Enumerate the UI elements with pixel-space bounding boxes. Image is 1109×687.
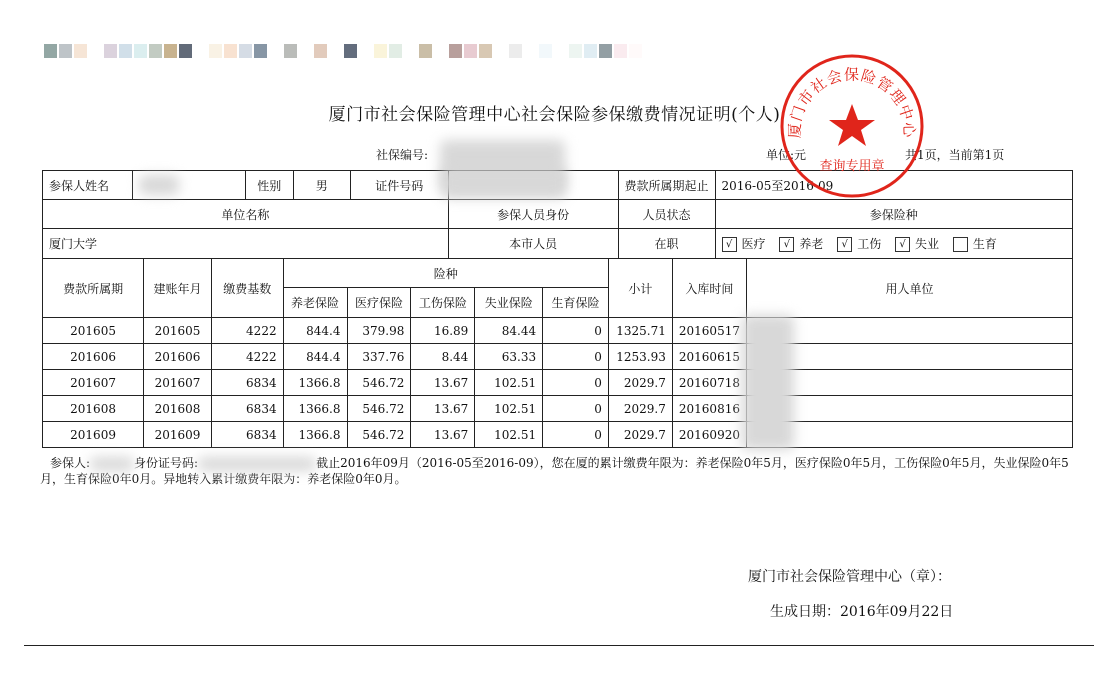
color-strip [44, 44, 642, 58]
table-row [43, 370, 1073, 396]
color-swatch [509, 44, 522, 58]
cell-subtotal: 1253.93 [608, 344, 672, 370]
color-swatch [629, 44, 642, 58]
cell-period: 201609 [43, 422, 144, 448]
cell-pension: 844.4 [283, 344, 347, 370]
records-table [42, 258, 1073, 448]
table-row [43, 318, 1073, 344]
color-swatch [179, 44, 192, 58]
redacted-employer [742, 315, 794, 450]
color-swatch [284, 44, 297, 58]
page-title: 厦门市社会保险管理中心社会保险参保缴费情况证明(个人) [328, 105, 781, 125]
cell-period: 201605 [43, 318, 144, 344]
unit-name-label: 单位名称 [43, 200, 449, 229]
color-swatch [314, 44, 327, 58]
checkbox: √ [779, 237, 794, 252]
cell-base: 4222 [211, 318, 283, 344]
period-value: 2016-05至2016-09 [715, 171, 1072, 200]
cell-pension: 1366.8 [283, 396, 347, 422]
cell-injury: 16.89 [411, 318, 475, 344]
insurance-medical: √ 医疗 [722, 235, 766, 252]
note-id-label: 身份证号码: [134, 456, 199, 470]
cell-period: 201606 [43, 344, 144, 370]
seal-subtext: 查询专用章 [819, 159, 885, 174]
color-swatch [344, 44, 357, 58]
cell-period: 201607 [43, 370, 144, 396]
color-swatch [599, 44, 612, 58]
col-entry-time: 入库时间 [672, 259, 746, 318]
table-row [43, 344, 1073, 370]
cell-injury: 13.67 [411, 396, 475, 422]
cell-period: 201608 [43, 396, 144, 422]
cell-employer [746, 396, 1072, 422]
cell-account-month: 201607 [144, 370, 212, 396]
color-swatch [539, 44, 552, 58]
gender-label: 性别 [245, 171, 293, 200]
col-injury: 工伤保险 [411, 288, 475, 318]
cell-medical: 379.98 [347, 318, 411, 344]
cell-maternity: 0 [543, 396, 609, 422]
cell-unemployment: 84.44 [475, 318, 543, 344]
color-swatch [194, 44, 207, 58]
unit-name-value: 厦门大学 [43, 229, 449, 259]
color-swatch [464, 44, 477, 58]
generated-date: 生成日期：2016年09月22日 [770, 604, 954, 620]
cell-pension: 1366.8 [283, 370, 347, 396]
color-swatch [449, 44, 462, 58]
cell-entry-time: 20160615 [672, 344, 746, 370]
cell-account-month: 201605 [144, 318, 212, 344]
color-swatch [224, 44, 237, 58]
name-value [132, 171, 245, 200]
cell-medical: 546.72 [347, 396, 411, 422]
cell-unemployment: 102.51 [475, 396, 543, 422]
color-swatch [299, 44, 312, 58]
page-info: 共1页，当前第1页 [905, 148, 1005, 162]
status-value: 在职 [618, 229, 715, 259]
name-label: 参保人姓名 [43, 171, 133, 200]
cell-injury: 13.67 [411, 422, 475, 448]
insurance-injury: √ 工伤 [837, 235, 881, 252]
cell-employer [746, 344, 1072, 370]
color-swatch [614, 44, 627, 58]
table-row [43, 422, 1073, 448]
unit-label: 单位:元 [766, 148, 807, 162]
cell-employer [746, 318, 1072, 344]
checkbox [953, 237, 968, 252]
cell-injury: 8.44 [411, 344, 475, 370]
color-swatch [239, 44, 252, 58]
color-swatch [329, 44, 342, 58]
star-icon [829, 104, 875, 146]
cell-account-month: 201608 [144, 396, 212, 422]
summary-note [40, 455, 1070, 487]
color-swatch [359, 44, 372, 58]
color-swatch [524, 44, 537, 58]
identity-value: 本市人员 [448, 229, 618, 259]
color-swatch [254, 44, 267, 58]
identity-label: 参保人员身份 [448, 200, 618, 229]
color-swatch [89, 44, 102, 58]
cell-base: 6834 [211, 370, 283, 396]
insurance-checkboxes [715, 229, 1072, 259]
table-row [43, 396, 1073, 422]
insured-no-label: 社保编号: [376, 148, 429, 162]
col-pension: 养老保险 [283, 288, 347, 318]
cell-base: 4222 [211, 344, 283, 370]
col-medical: 医疗保险 [347, 288, 411, 318]
cell-base: 6834 [211, 396, 283, 422]
color-swatch [419, 44, 432, 58]
cell-medical: 546.72 [347, 370, 411, 396]
note-text: 截止2016年09月（2016-05至2016-09），您在厦的累计缴费年限为：养老保险0年5月，医疗保险0年5月，工伤保险0年5月，失业保险0年5月，生育保险0年0月。异地转入累计缴费年限为：养老保险0年0月。 [40, 456, 1069, 486]
gender-value: 男 [293, 171, 350, 200]
col-maternity: 生育保险 [543, 288, 609, 318]
cell-unemployment: 102.51 [475, 422, 543, 448]
cell-maternity: 0 [543, 318, 609, 344]
color-swatch [434, 44, 447, 58]
color-swatch [44, 44, 57, 58]
color-swatch [209, 44, 222, 58]
color-swatch [119, 44, 132, 58]
color-swatch [404, 44, 417, 58]
status-label: 人员状态 [618, 200, 715, 229]
signature-line: 厦门市社会保险管理中心（章）： [748, 569, 951, 585]
insurance-unemployment: √ 失业 [895, 235, 939, 252]
color-swatch [374, 44, 387, 58]
color-swatch [584, 44, 597, 58]
cell-account-month: 201606 [144, 344, 212, 370]
cell-employer [746, 422, 1072, 448]
col-period: 费款所属期 [43, 259, 144, 318]
note-insured-label: 参保人: [50, 456, 91, 470]
cell-entry-time: 20160816 [672, 396, 746, 422]
cell-subtotal: 2029.7 [608, 370, 672, 396]
cell-pension: 1366.8 [283, 422, 347, 448]
insurance-label: 参保险种 [715, 200, 1072, 229]
color-swatch [74, 44, 87, 58]
color-swatch [149, 44, 162, 58]
color-swatch [494, 44, 507, 58]
color-swatch [59, 44, 72, 58]
cell-employer [746, 370, 1072, 396]
period-label: 费款所属期起止 [618, 171, 715, 200]
col-types: 险种 [283, 259, 608, 288]
cell-base: 6834 [211, 422, 283, 448]
cell-maternity: 0 [543, 370, 609, 396]
insurance-maternity: 生育 [953, 235, 997, 252]
cell-entry-time: 20160718 [672, 370, 746, 396]
color-swatch [569, 44, 582, 58]
color-swatch [554, 44, 567, 58]
official-seal [778, 52, 926, 200]
checkbox: √ [895, 237, 910, 252]
color-swatch [389, 44, 402, 58]
color-swatch [104, 44, 117, 58]
cell-maternity: 0 [543, 422, 609, 448]
checkbox: √ [722, 237, 737, 252]
cell-maternity: 0 [543, 344, 609, 370]
col-unemployment: 失业保险 [475, 288, 543, 318]
cell-medical: 546.72 [347, 422, 411, 448]
cell-entry-time: 20160517 [672, 318, 746, 344]
checkbox: √ [837, 237, 852, 252]
cell-injury: 13.67 [411, 370, 475, 396]
color-swatch [134, 44, 147, 58]
insurance-pension: √ 养老 [779, 235, 823, 252]
col-account-month: 建账年月 [144, 259, 212, 318]
cell-pension: 844.4 [283, 318, 347, 344]
col-base: 缴费基数 [211, 259, 283, 318]
col-employer: 用人单位 [746, 259, 1072, 318]
cell-unemployment: 63.33 [475, 344, 543, 370]
id-label: 证件号码 [350, 171, 448, 200]
color-swatch [479, 44, 492, 58]
redacted-id [442, 168, 566, 198]
color-swatch [164, 44, 177, 58]
col-subtotal: 小计 [608, 259, 672, 318]
seal-text: 厦门市社会保险管理中心 [785, 65, 919, 139]
cell-subtotal: 2029.7 [608, 422, 672, 448]
cell-unemployment: 102.51 [475, 370, 543, 396]
color-swatch [269, 44, 282, 58]
bottom-rule [24, 645, 1094, 646]
cell-entry-time: 20160920 [672, 422, 746, 448]
cell-medical: 337.76 [347, 344, 411, 370]
cell-subtotal: 1325.71 [608, 318, 672, 344]
cell-subtotal: 2029.7 [608, 396, 672, 422]
cell-account-month: 201609 [144, 422, 212, 448]
